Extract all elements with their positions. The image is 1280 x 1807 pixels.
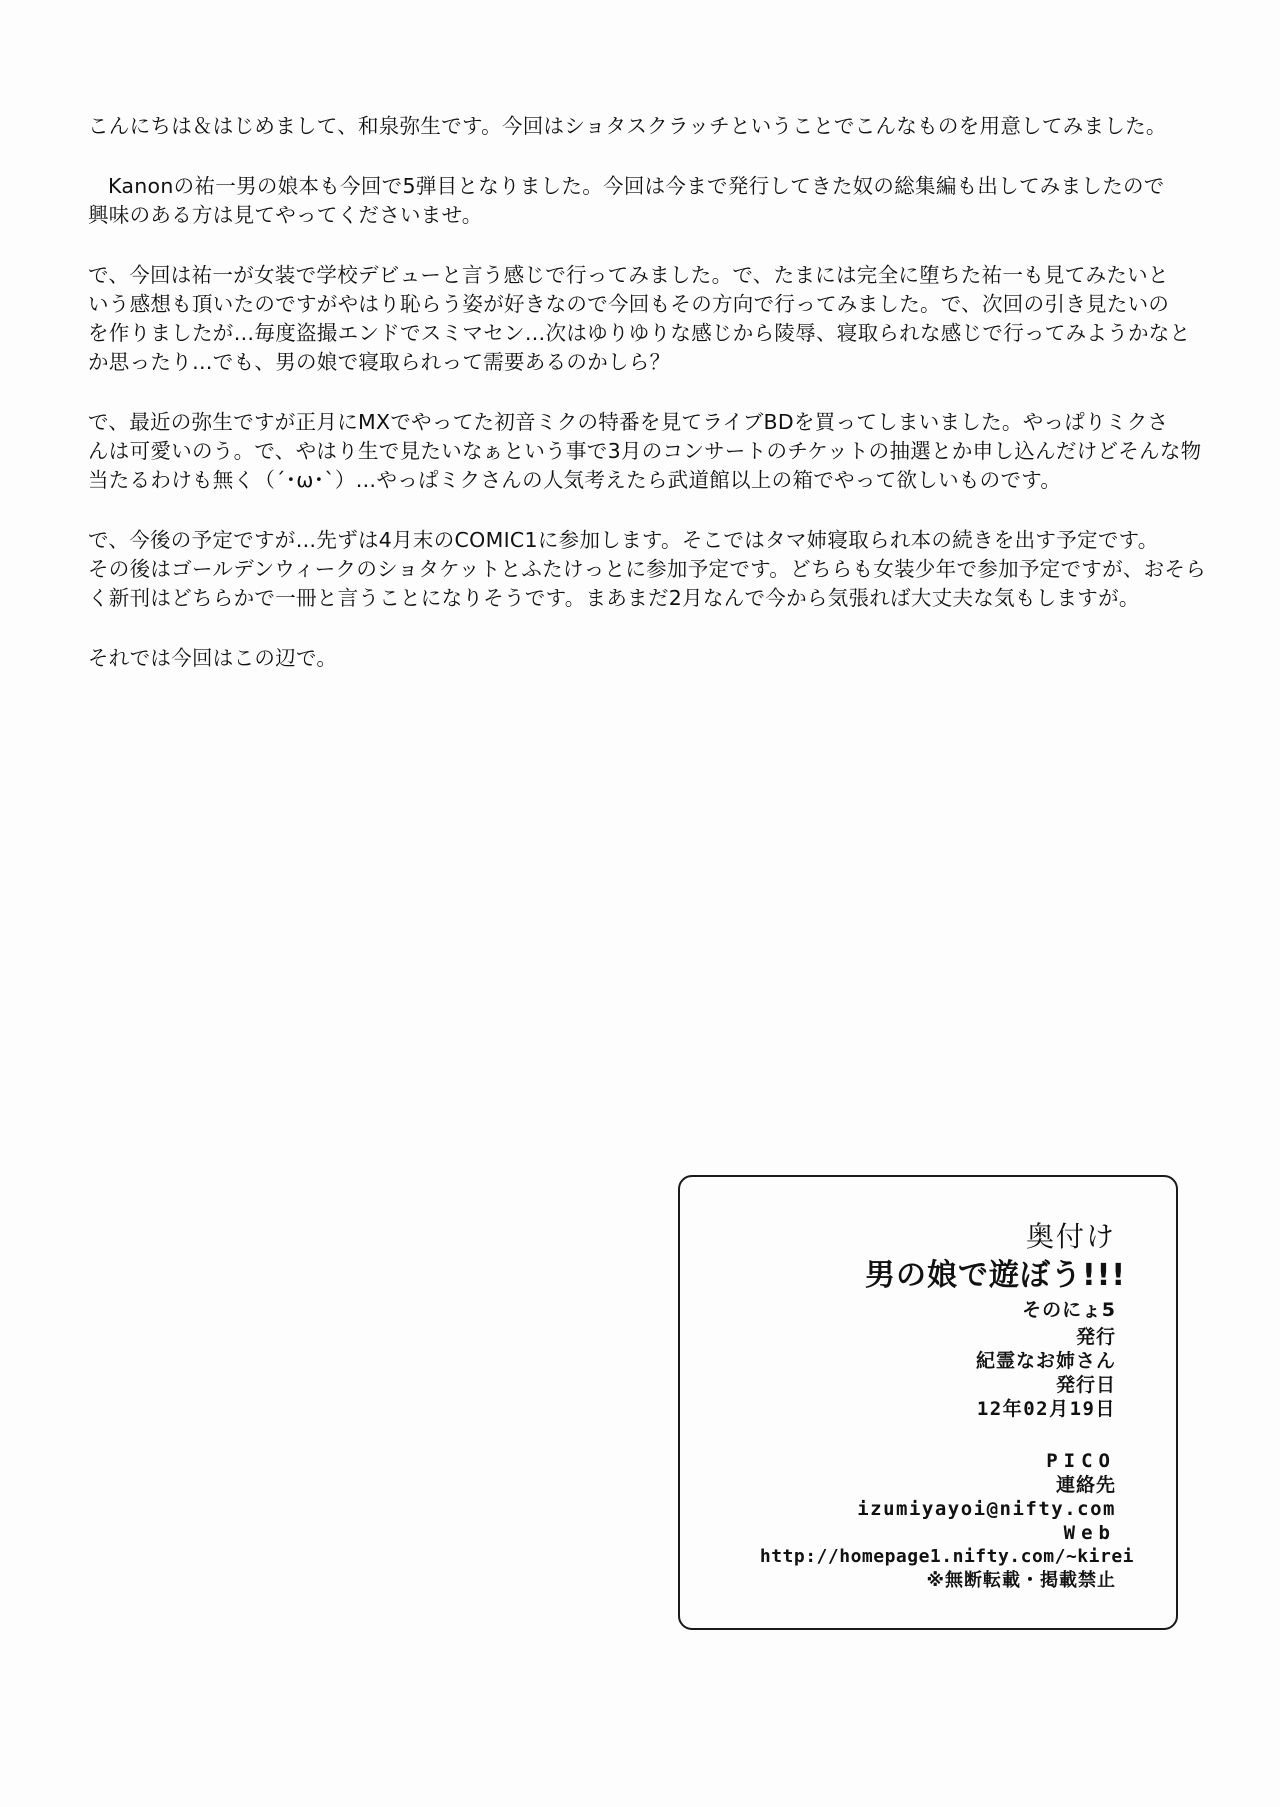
colophon-heading: 奥付け: [1025, 1220, 1116, 1253]
reprint-notice: ※無断転載・掲載禁止: [926, 1570, 1116, 1591]
afterword-paragraph-schedule: で、今後の予定ですが…先ずは4月末のCOMIC1に参加します。そこではタマ姉寝取られ本の続きを出す予定です。 その後はゴールデンウィークのショタケットとふたけっとに参加予定です。どちらも女装少年で参加予定ですが、おそら く新刊はどちらかで一冊と言うことになりそうです。まあまだ2月なんで今から気張れば大丈夫な気もしますが。: [88, 528, 1207, 610]
publisher-label: 発行: [1075, 1326, 1116, 1348]
website-url: http://homepage1.nifty.com/~kirei: [759, 1546, 1134, 1567]
publish-date: 12年02月19日: [976, 1398, 1116, 1420]
afterword-paragraph-greeting: こんにちは＆はじめまして、和泉弥生です。今回はショタスクラッチということでこんなものを用意してみました。: [88, 114, 1167, 138]
web-label: Web: [1063, 1522, 1116, 1544]
afterword-paragraph-story: で、今回は祐一が女装で学校デビューと言う感じで行ってみました。で、たまには完全に堕ちた祐一も見てみたいと いう感想も頂いたのですがやはり恥らう姿が好きなので今回もその方向で行ってみました。で、次回の引き見たいの を作りましたが…毎度盗撮エンドでスミマセン…次はゆりゆりな感じから陵辱、寝取られな感じで行ってみようかなと か思ったり…でも、男の娘で寝取られって需要あるのかしら？: [88, 263, 1191, 374]
book-subtitle: そのにょ5: [1022, 1299, 1116, 1321]
colophon-spacer: [760, 1421, 1116, 1449]
publish-date-label: 発行日: [1055, 1374, 1116, 1396]
afterword-text: [88, 112, 1208, 704]
afterword-paragraph-series: Kanonの祐一男の娘本も今回で5弾目となりました。今回は今まで発行してきた奴の総集編も出してみましたので 興味のある方は見てやってくださいませ。: [88, 174, 1165, 227]
contact-email: izumiyayoi@nifty.com: [857, 1498, 1116, 1520]
publisher-name: 紀霊なお姉さん: [975, 1350, 1116, 1372]
contact-label: 連絡先: [1055, 1474, 1116, 1496]
colophon-content: [759, 1219, 1134, 1593]
book-title: 男の娘で遊ぼう!!!: [864, 1258, 1126, 1293]
afterword-paragraph-closing: それでは今回はこの辺で。: [88, 646, 338, 670]
printer-name: PICO: [1046, 1450, 1116, 1472]
colophon-box: [678, 1175, 1178, 1630]
afterword-paragraph-recent: で、最近の弥生ですが正月にMXでやってた初音ミクの特番を見てライブBDを買ってしまいました。やっぱりミクさ んは可愛いのう。で、やはり生で見たいなぁという事で3月のコンサートのチケットの抽選とか申し込んだけどそんな物 当たるわけも無く（´･ω･`）…やっぱミクさんの人気考えたら武道館以上の箱でやって欲しいものです。: [88, 410, 1202, 492]
